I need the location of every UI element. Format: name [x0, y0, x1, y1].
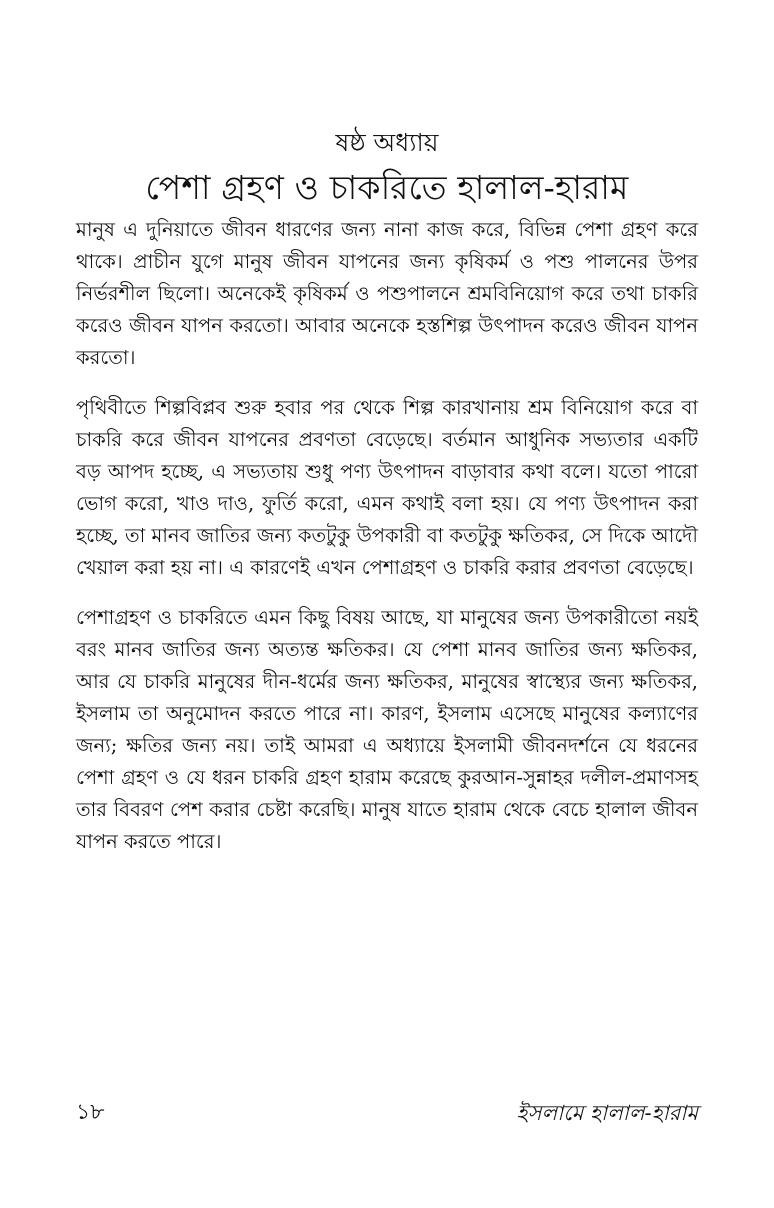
running-footer-book-title: ইসলামে হালাল-হারাম: [516, 1101, 698, 1125]
chapter-title: পেশা গ্রহণ ও চাকরিতে হালাল-হারাম: [145, 168, 629, 207]
chapter-body: [76, 214, 698, 876]
page-number: ১৮: [76, 1100, 105, 1125]
paragraph-3: পেশাগ্রহণ ও চাকরিতে এমন কিছু বিষয় আছে, যা মানুষের জন্য উপকারীতো নয়ই বরং মানব জাতির জন্য অত্যন্ত ক্ষতিকর। যে পেশা মানব জাতির জন্য ক্ষতিকর, আর যে চাকরি মানুষের দীন-ধর্মের জন্য ক্ষতিকর, মানুষের স্বাস্থ্যের জন্য ক্ষতিকর, ইসলাম তা অনুমোদন করতে পারে না। কারণ, ইসলাম এসেছে মানুষের কল্যাণের জন্য; ক্ষতির জন্য নয়। তাই আমরা এ অধ্যায়ে ইসলামী জীবনদর্শনে যে ধরনের পেশা গ্রহণ ও যে ধরন চাকরি গ্রহণ হারাম করেছে কুরআন-সুন্নাহর দলীল-প্রমাণসহ তার বিবরণ পেশ করার চেষ্টা করেছি। মানুষ যাতে হারাম থেকে বেচে হালাল জীবন যাপন করতে পারে।: [76, 606, 698, 853]
chapter-label: ষষ্ঠ অধ্যায়: [335, 128, 439, 157]
paragraph-1: মানুষ এ দুনিয়াতে জীবন ধারণের জন্য নানা কাজ করে, বিভিন্ন পেশা গ্রহণ করে থাকে। প্রাচীন যুগে মানুষ জীবন যাপনের জন্য কৃষিকর্ম ও পশু পালনের উপর নির্ভরশীল ছিলো। অনেকেই কৃষিকর্ম ও পশুপালনে শ্রমবিনিয়োগ করে তথা চাকরি করেও জীবন যাপন করতো। আবার অনেকে হস্তশিল্প উৎপাদন করেও জীবন যাপন করতো।: [76, 218, 698, 369]
paragraph-2: পৃথিবীতে শিল্পবিপ্লব শুরু হবার পর থেকে শিল্প কারখানায় শ্রম বিনিয়োগ করে বা চাকরি করে জীবন যাপনের প্রবণতা বেড়েছে। বর্তমান আধুনিক সভ্যতার একটি বড় আপদ হচ্ছে, এ সভ্যতায় শুধু পণ্য উৎপাদন বাড়াবার কথা বলে। যতো পারো ভোগ করো, খাও দাও, ফুর্তি করো, এমন কথাই বলা হয়। যে পণ্য উৎপাদন করা হচ্ছে, তা মানব জাতির জন্য কতটুকু উপকারী বা কতটুকু ক্ষতিকর, সে দিকে আদৌ খেয়াল করা হয় না। এ কারণেই এখন পেশাগ্রহণ ও চাকরি করার প্রবণতা বেড়েছে।: [76, 396, 698, 579]
